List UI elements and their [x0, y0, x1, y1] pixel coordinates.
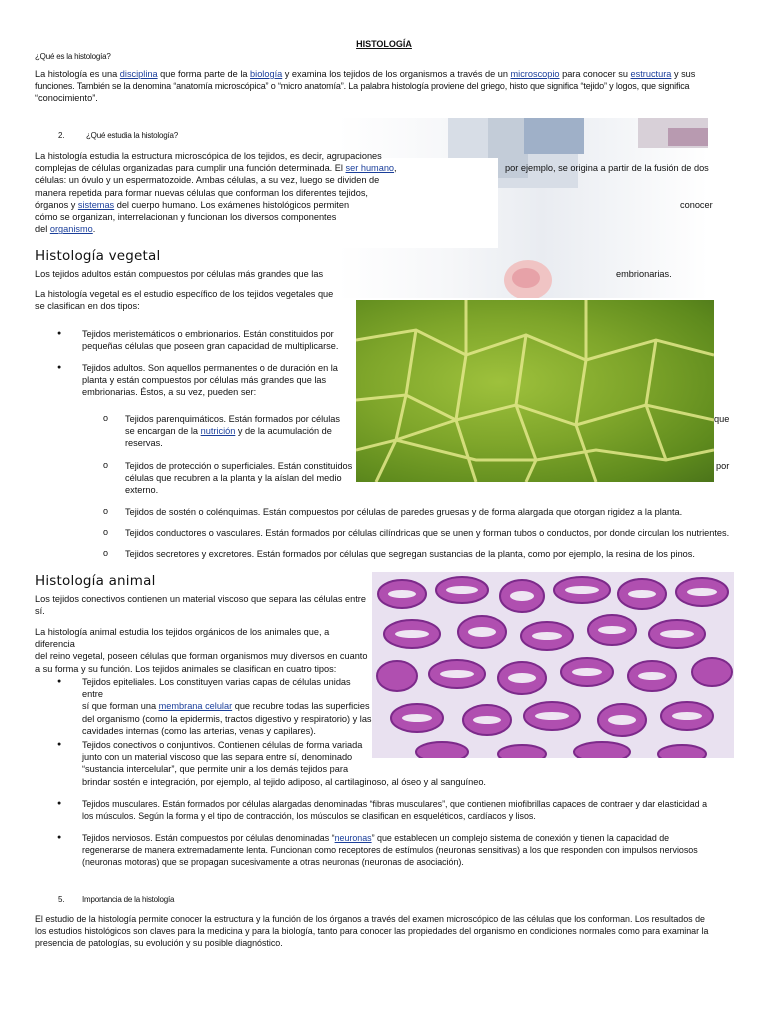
- bullet-text: ● Tejidos epiteliales. Los constituyen varias capas de células unidas entre: [82, 677, 351, 700]
- p2-text: ,: [394, 163, 397, 174]
- section-heading-animal: Histología animal: [35, 573, 156, 589]
- bullet-text: brindar sostén e integración, por ejemplo, al tejido adiposo, al cartilaginoso, al óseo y al sanguíneo.: [82, 776, 486, 787]
- question-2-number: 2.: [58, 131, 65, 140]
- link-microscopio[interactable]: microscopio: [510, 69, 560, 79]
- vegetal-adult-right: embrionarias.: [616, 269, 672, 279]
- intro-text: para conocer su: [559, 69, 631, 79]
- document-title: HISTOLOGÍA: [356, 39, 412, 49]
- bullet-text: Tejidos nerviosos. Están compuestos por células denominadas “: [82, 833, 335, 843]
- link-neuronas[interactable]: neuronas: [334, 833, 372, 843]
- final-line: El estudio de la histología permite conocer la estructura y la función de los órganos a través del examen microscópico de las células que los conforman. Los resultados de: [35, 914, 705, 924]
- list-item: [82, 739, 742, 788]
- p2-right-1: por ejemplo, se origina a partir de la fusión de dos: [505, 163, 709, 174]
- intro-text: que forma parte de la: [157, 69, 251, 79]
- p2-text: complejas de células organizadas para cumplir una función determinada. El: [35, 163, 346, 174]
- list-item: [82, 676, 372, 737]
- link-biologia[interactable]: biología: [250, 69, 283, 79]
- s1-right-word: que: [714, 414, 730, 424]
- animal-conectivo-note: [35, 593, 370, 617]
- animal-text: sí.: [35, 606, 45, 617]
- bullet-text: embrionarias. Éstos, a su vez, pueden ser:: [82, 387, 257, 398]
- p2-text: del: [35, 224, 50, 235]
- animal-tissue-image: [372, 572, 734, 758]
- intro-text: y sus: [671, 69, 696, 79]
- animal-text: La histología animal estudia los tejidos orgánicos de los animales que, a diferencia: [35, 627, 330, 650]
- animal-intro: [35, 626, 370, 675]
- bullet-text: cavidades internas (como las arterias, venas y capilares).: [82, 725, 316, 736]
- p2-line-3: células: un óvulo y un espermatozoide. Ambas células, a su vez, luego se dividen de: [35, 175, 380, 186]
- list-item: [82, 832, 748, 869]
- bullet-text: células que recubren a la planta y la aíslan del medio: [125, 473, 342, 484]
- vegetal-intro: [35, 288, 355, 312]
- animal-text: Los tejidos conectivos contienen un material viscoso que separa las células entre: [35, 594, 366, 604]
- link-disciplina[interactable]: disciplina: [119, 69, 158, 79]
- paragraph-2: [35, 150, 715, 235]
- link-organismo[interactable]: organismo: [49, 224, 93, 235]
- section-heading-vegetal: Histología vegetal: [35, 248, 161, 264]
- p2-line-2: [35, 162, 715, 174]
- bullet-text: reservas.: [125, 438, 163, 449]
- question-5-number: 5.: [58, 895, 65, 904]
- intro-text: y examina los tejidos de los organismos a través de un: [282, 69, 511, 79]
- bullet-text: o Tejidos de protección o superficiales. Están constituidos: [125, 461, 353, 471]
- s2-right-word: por: [716, 461, 730, 471]
- bullet-text: [82, 700, 372, 712]
- question-5-heading: Importancia de la histología: [82, 895, 175, 904]
- vegetal-intro-line-2: se clasifican en dos tipos:: [35, 301, 140, 312]
- bullet-text: que recubre todas las superficies: [232, 701, 370, 712]
- p2-right-2: conocer: [680, 199, 713, 210]
- intro-paragraph: [35, 68, 745, 105]
- list-item: [125, 527, 745, 539]
- final-paragraph: [35, 913, 745, 950]
- p2-text: del cuerpo humano. Los exámenes histológicos permiten: [114, 199, 350, 210]
- question-1-heading: ¿Qué es la histología?: [35, 52, 111, 61]
- vegetal-adult-left: Los tejidos adultos están compuestos por células más grandes que las: [35, 269, 324, 279]
- final-line: los estudios histológicos son claves para la medicina y para la biología, tanto para conocer las propiedades del organismo en condiciones normales como para examinar la: [35, 926, 709, 937]
- bullet-text: “sustancia intercelular”, que permite unir a los demás tejidos para: [82, 764, 349, 775]
- bullet-text: junto con un material viscoso que las separa entre sí, denominado: [82, 752, 353, 763]
- question-2-heading: ¿Qué estudia la histología?: [86, 131, 178, 140]
- bullet-text: ” que establecen un complejo sistema de conexión y tienen la capacidad de: [371, 833, 670, 843]
- bullet-text: [82, 832, 748, 844]
- p2-line-7: [35, 223, 715, 235]
- p2-text: .: [92, 224, 96, 235]
- bullet-text: se encargan de la: [125, 426, 201, 437]
- bullet-text: del organismo (como la epidermis, tractos digestivo y respiratorio) y las: [82, 713, 372, 724]
- link-nutricion[interactable]: nutrición: [200, 426, 236, 437]
- list-item: [125, 506, 745, 518]
- vegetal-intro-line-1: La histología vegetal es el estudio específico de los tejidos vegetales que: [35, 289, 334, 299]
- bullet-text: planta y están compuestos por células más grandes que las: [82, 375, 327, 386]
- animal-text: a su forma y su función. Los tejidos animales se clasifican en cuatro tipos:: [35, 663, 337, 674]
- bullet-text: ● Tejidos musculares. Están formados por células alargadas denominadas “fibras musculares”, que contienen miofibrillas capaces de contraer y dar elasticidad a: [82, 799, 708, 809]
- intro-line-1: [35, 68, 745, 80]
- bullet-text: y de la acumulación de: [235, 426, 332, 437]
- bullet-text: o Tejidos de sostén o colénquimas. Están compuestos por células de paredes gruesas y de forma alargada que otorgan rigidez a la planta.: [125, 507, 683, 517]
- list-item: [125, 548, 745, 560]
- link-membrana-celular[interactable]: membrana celular: [158, 701, 233, 712]
- animal-cells-illustration: [372, 572, 734, 758]
- link-ser-humano[interactable]: ser humano: [345, 163, 395, 174]
- bullet-text: los músculos. Según la forma y el tipo de contracción, los músculos se clasifican en esqueléticos, cardíacos y lisos.: [82, 811, 536, 822]
- p2-line-6: cómo se organizan, interrelacionan y funcionan los diversos componentes: [35, 212, 337, 223]
- final-line: presencia de patologías, su evolución y su posible diagnóstico.: [35, 938, 283, 949]
- p2-text: órganos y: [35, 199, 78, 210]
- list-item: [125, 460, 355, 497]
- list-item: [125, 413, 355, 450]
- bullet-text: o Tejidos secretores y excretores. Están formados por células que segregan sustancias de la planta, como por ejemplo, la resina de los pinos.: [125, 549, 695, 559]
- bullet-text: ● Tejidos adultos. Son aquellos permanentes o de duración en la: [82, 363, 338, 373]
- intro-line-3: “conocimiento”.: [35, 93, 98, 104]
- bullet-text: pequeñas células que poseen gran capacidad de multiplicarse.: [82, 341, 339, 352]
- intro-line-2: funciones. También se la denomina “anatomía microscópica” o “micro anatomía”. La palabra histología proviene del griego, histo que significa “tejido” y logos, que significa: [35, 81, 690, 92]
- bullet-text: [125, 425, 355, 437]
- p2-line-1: La histología estudia la estructura microscópica de los tejidos, es decir, agrupaciones: [35, 151, 382, 161]
- bullet-text: regenerarse de manera extremadamente lenta. Funcionan como receptores de estímulos (neuronas sensitivas) a los que responden con impulsos nerviosos: [82, 845, 698, 856]
- p2-line-4: manera repetida para formar nuevas células que conforman los diferentes tejidos,: [35, 187, 368, 198]
- list-item: [82, 362, 352, 399]
- bullet-text: (neuronas motoras) que se propagan sucesivamente a otras neuronas (neuronas de asociación).: [82, 857, 464, 868]
- animal-text: del reino vegetal, poseen células que forman organismos muy diversos en cuanto: [35, 651, 368, 662]
- list-item: [82, 798, 748, 822]
- plant-tissue-image: [356, 300, 714, 482]
- plant-cells-illustration: [356, 300, 714, 482]
- link-sistemas[interactable]: sistemas: [77, 199, 115, 210]
- bullet-text: ● Tejidos meristemáticos o embrionarios. Están constituidos por: [82, 329, 334, 339]
- bullet-text: externo.: [125, 485, 159, 496]
- link-estructura[interactable]: estructura: [630, 69, 672, 79]
- intro-text: La histología es una: [35, 69, 120, 79]
- list-item: [82, 328, 352, 352]
- bullet-text: sí que forman una: [82, 701, 159, 712]
- bullet-text: ● Tejidos conectivos o conjuntivos. Contienen células de forma variada: [82, 740, 363, 750]
- bullet-text: o Tejidos parenquimáticos. Están formados por células: [125, 414, 340, 424]
- bullet-text: o Tejidos conductores o vasculares. Están formados por células cilíndricas que se unen y forman tubos o conductos, por donde circulan los nutrientes.: [125, 528, 730, 538]
- p2-line-5: [35, 199, 715, 211]
